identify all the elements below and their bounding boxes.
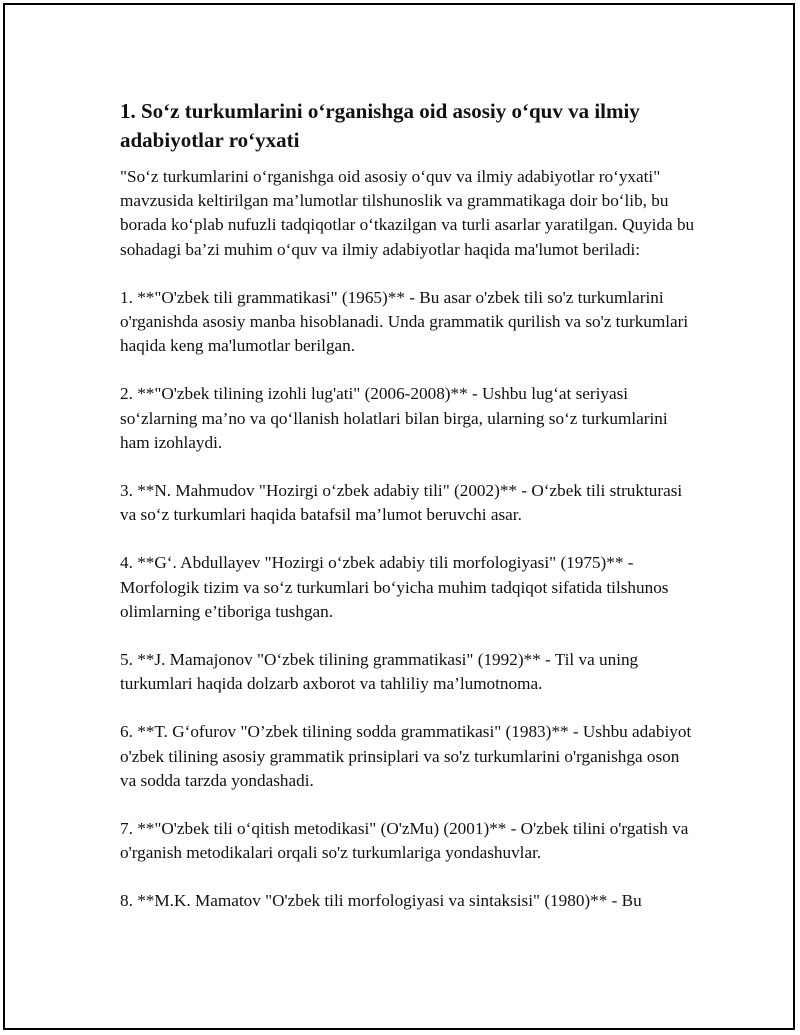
list-item: 1. **"O'zbek tili grammatikasi" (1965)** - Bu asar o'zbek tili so'z turkumlarini o'rganishda asosiy manba hisoblanadi. Unda grammatik qurilish va so'z turkumlari haqida keng ma'lumotlar berilgan. (120, 287, 689, 356)
list-item: 8. **M.K. Mamatov "O'zbek tili morfologiyasi va sintaksisi" (1980)** - Bu (120, 891, 642, 911)
page (3, 3, 795, 1030)
intro-paragraph: "So‘z turkumlarini o‘rganishga oid asosiy o‘quv va ilmiy adabiyotlar ro‘yxati" mavzusida keltirilgan ma’lumotlar tilshunoslik va grammatikaga doir bo‘lib, bu borada ko‘plab nufuzli tadqiqotlar o‘tkazilgan va turli asarlar yaratilgan. Quyida bu sohadagi ba’zi muhim o‘quv va ilmiy adabiyotlar haqida ma'lumot beriladi: (120, 167, 695, 259)
list-item: 3. **N. Mahmudov "Hozirgi o‘zbek adabiy tili" (2002)** - O‘zbek tili strukturasi va so‘z turkumlari haqida batafsil ma’lumot beruvchi asar. (120, 481, 683, 525)
list-item: 7. **"O'zbek tili o‘qitish metodikasi" (O'zMu) (2001)** - O'zbek tilini o'rgatish va o'rganish metodikalari orqali so'z turkumlariga yondashuvlar. (120, 819, 689, 863)
list-item: 4. **G‘. Abdullayev "Hozirgi o‘zbek adabiy tili morfologiyasi" (1975)** - Morfologik tizim va so‘z turkumlari bo‘yicha muhim tadqiqot sifatida tilshunos olimlarning e’tiboriga tushgan. (120, 553, 669, 621)
document-body (120, 97, 695, 938)
list-item: 2. **"O'zbek tilining izohli lug'ati" (2006-2008)** - Ushbu lug‘at seriyasi so‘zlarning ma’no va qo‘llanish holatlari bilan birga, ularning so‘z turkumlarini ham izohlaydi. (120, 384, 668, 452)
list-item: 5. **J. Mamajonov "O‘zbek tilining grammatikasi" (1992)** - Til va uning turkumlari haqida dolzarb axborot va tahliliy ma’lumotnoma. (120, 650, 639, 694)
list-item: 6. **T. G‘ofurov "O’zbek tilining sodda grammatikasi" (1983)** - Ushbu adabiyot o'zbek tilining asosiy grammatik prinsiplari va so'z turkumlarini o'rganishga oson va sodda tarzda yondashadi. (120, 722, 692, 790)
document-title: 1. So‘z turkumlarini o‘rganishga oid asosiy o‘quv va ilmiy adabiyotlar ro‘yxati (120, 99, 640, 152)
